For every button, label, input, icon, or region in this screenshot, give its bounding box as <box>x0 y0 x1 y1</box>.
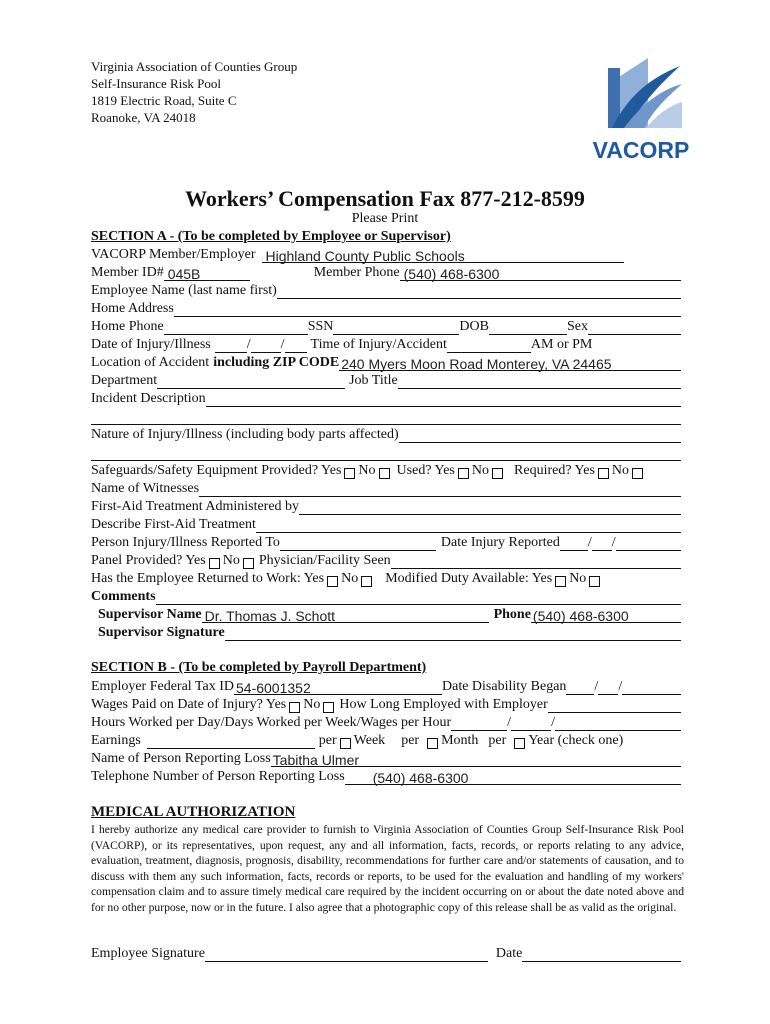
employee-signature-row <box>91 944 681 962</box>
reported-to-label: Person Injury/Illness Reported To <box>91 535 280 550</box>
reported-to-row <box>91 533 681 551</box>
reporting-name-row <box>91 749 681 767</box>
member-id-value: 045B <box>167 266 201 282</box>
home-address-label: Home Address <box>91 301 174 316</box>
ssn-field[interactable] <box>333 320 459 335</box>
hours-worked-label: Hours Worked per Day/Days Worked per Week/Wages per Hour <box>91 715 452 730</box>
date-of-injury-row <box>91 335 681 353</box>
disability-year-field[interactable] <box>622 680 681 695</box>
reported-year-field[interactable] <box>616 536 681 551</box>
department-field[interactable] <box>157 374 345 389</box>
member-id-field[interactable] <box>164 266 250 281</box>
incident-description-field-2[interactable] <box>91 410 681 425</box>
first-aid-desc-field[interactable] <box>256 518 681 533</box>
modified-duty-label: Modified Duty Available: Yes <box>385 571 553 586</box>
no-label: No <box>358 463 376 478</box>
sex-label: Sex <box>566 319 588 334</box>
date-separator: / <box>280 337 285 352</box>
wages-row <box>91 695 681 713</box>
month-label: Month <box>441 733 479 748</box>
required-yes-checkbox[interactable] <box>598 468 609 479</box>
witnesses-row <box>91 479 681 497</box>
employee-signature-label: Employee Signature <box>91 946 205 961</box>
witnesses-field[interactable] <box>199 482 681 497</box>
incident-description-field[interactable] <box>206 392 681 407</box>
hours-row <box>91 713 681 731</box>
time-of-injury-label: Time of Injury/Accident <box>310 337 447 352</box>
member-phone-field[interactable] <box>400 266 681 281</box>
how-long-employed-label: How Long Employed with Employer <box>339 697 548 712</box>
wages-no-checkbox[interactable] <box>323 702 334 713</box>
tax-id-row <box>91 677 681 695</box>
reporting-phone-value: (540) 468-6300 <box>372 770 469 786</box>
dob-label: DOB <box>459 319 489 334</box>
safeguards-label: Safeguards/Safety Equipment Provided? Yes <box>91 463 342 478</box>
department-row <box>91 371 681 389</box>
supervisor-name-field[interactable] <box>202 608 489 623</box>
earnings-row <box>91 731 681 749</box>
comments-field[interactable] <box>156 590 681 605</box>
member-employer-label: VACORP Member/Employer <box>91 247 256 262</box>
time-of-injury-field[interactable] <box>447 338 531 353</box>
employee-name-row <box>91 281 681 299</box>
per-month-checkbox[interactable] <box>427 738 438 749</box>
am-pm-label: AM or PM <box>530 337 593 352</box>
date-separator: / <box>551 715 555 730</box>
logo-emblem-icon <box>592 56 690 166</box>
vacorp-logo <box>592 56 690 166</box>
comments-label: Comments <box>91 589 156 604</box>
reported-month-field[interactable] <box>560 536 588 551</box>
safeguards-row <box>91 461 681 479</box>
location-field[interactable] <box>339 356 681 371</box>
used-no-checkbox[interactable] <box>492 468 503 479</box>
date-reported-label: Date Injury Reported <box>440 535 560 550</box>
used-yes-checkbox[interactable] <box>458 468 469 479</box>
first-aid-admin-label: First-Aid Treatment Administered by <box>91 499 300 514</box>
employee-signature-field[interactable] <box>205 947 488 962</box>
sender-address <box>91 58 297 126</box>
returned-yes-checkbox[interactable] <box>327 576 338 587</box>
supervisor-phone-value: (540) 468-6300 <box>532 608 629 624</box>
per-label: per <box>401 733 420 748</box>
location-label: Location of Accident <box>91 355 210 370</box>
first-aid-admin-field[interactable] <box>299 500 681 515</box>
modified-yes-checkbox[interactable] <box>555 576 566 587</box>
reported-day-field[interactable] <box>592 536 612 551</box>
per-label: per <box>488 733 507 748</box>
hours-per-day-field[interactable] <box>451 716 507 731</box>
no-label: No <box>222 553 240 568</box>
supervisor-phone-field[interactable] <box>531 608 681 623</box>
no-label: No <box>569 571 587 586</box>
modified-no-checkbox[interactable] <box>589 576 600 587</box>
safeguards-no-checkbox[interactable] <box>379 468 390 479</box>
location-row <box>91 353 681 371</box>
nature-of-injury-label: Nature of Injury/Illness (including body parts affected) <box>91 427 399 442</box>
first-aid-desc-label: Describe First-Aid Treatment <box>91 517 256 532</box>
panel-row <box>91 551 681 569</box>
employee-name-field[interactable] <box>277 284 681 299</box>
location-value: 240 Myers Moon Road Monterey, VA 24465 <box>341 356 612 372</box>
section-a-heading-row <box>91 227 681 245</box>
injury-month-field[interactable] <box>215 338 247 353</box>
signature-date-field[interactable] <box>522 947 681 962</box>
ssn-label: SSN <box>307 319 334 334</box>
disability-day-field[interactable] <box>598 680 618 695</box>
safeguards-yes-checkbox[interactable] <box>344 468 355 479</box>
home-address-field[interactable] <box>174 302 681 317</box>
week-label: Week <box>353 733 386 748</box>
signature-date-label: Date <box>495 946 523 961</box>
returned-no-checkbox[interactable] <box>361 576 372 587</box>
logo-wordmark: VACORP <box>592 137 690 163</box>
panel-no-checkbox[interactable] <box>243 558 254 569</box>
address-line: 1819 Electric Road, Suite C <box>91 93 237 108</box>
supervisor-name-row <box>98 605 681 623</box>
sex-field[interactable] <box>588 320 681 335</box>
nature-row-2 <box>91 443 681 461</box>
physician-field[interactable] <box>391 554 681 569</box>
home-phone-field[interactable] <box>164 320 308 335</box>
reporting-phone-field[interactable] <box>345 770 681 785</box>
medical-authorization-text: I hereby authorize any medical care provider to furnish to Virginia Association of Counties Group Self-Insurance Risk Pool (VACORP), or its representatives, upon request, any and all information, facts, records, or reports relating to any advice, evaluation, treatment, diagnosis, prognosis, disability, recommendations for further care and/or statements of causation, and to discuss with them any such information, facts, records or reports, to be used for the evaluation and handling of my workers' compensation claim and to assure timely medical care required by the incident occurring on or about the date noted above and for no other purpose, now or in the future. I also agree that a photographic copy of this release shall be as valid as the original. <box>91 823 684 914</box>
per-label: per <box>318 733 337 748</box>
home-phone-label: Home Phone <box>91 319 164 334</box>
member-employer-value: Highland County Public Schools <box>265 248 465 264</box>
injury-year-field[interactable] <box>285 338 307 353</box>
date-separator: / <box>618 679 623 694</box>
member-employer-field[interactable] <box>262 248 624 263</box>
reporting-phone-row <box>91 767 681 785</box>
date-separator: / <box>246 337 251 352</box>
disability-began-label: Date Disability Began <box>442 679 567 694</box>
comments-row <box>91 587 681 605</box>
panel-yes-checkbox[interactable] <box>209 558 220 569</box>
member-employer-row <box>91 245 681 263</box>
nature-of-injury-field[interactable] <box>399 428 681 443</box>
form-title: Workers’ Compensation Fax 877-212-8599 <box>185 186 585 211</box>
earnings-field[interactable] <box>147 734 315 749</box>
required-no-checkbox[interactable] <box>632 468 643 479</box>
member-phone-value: (540) 468-6300 <box>403 266 500 282</box>
please-print-note: Please Print <box>351 211 419 226</box>
wages-yes-checkbox[interactable] <box>289 702 300 713</box>
days-per-week-field[interactable] <box>511 716 551 731</box>
address-line: Roanoke, VA 24018 <box>91 110 196 125</box>
how-long-employed-field[interactable] <box>548 698 681 713</box>
incident-row-2 <box>91 407 681 425</box>
per-week-checkbox[interactable] <box>340 738 351 749</box>
department-label: Department <box>91 373 158 388</box>
no-label: No <box>341 571 359 586</box>
tax-id-value: 54-6001352 <box>236 680 311 696</box>
job-title-field[interactable] <box>398 374 681 389</box>
medical-heading-row <box>91 803 681 821</box>
address-line: Virginia Association of Counties Group <box>91 59 298 74</box>
date-of-injury-label: Date of Injury/Illness <box>91 337 211 352</box>
section-a-heading: SECTION A - (To be completed by Employee or Supervisor) <box>91 229 451 244</box>
location-zip-label: including ZIP CODE <box>213 355 340 370</box>
home-address-row <box>91 299 681 317</box>
earnings-label: Earnings <box>91 733 141 748</box>
tax-id-label: Employer Federal Tax ID <box>91 679 234 694</box>
incident-row <box>91 389 681 407</box>
injury-day-field[interactable] <box>251 338 281 353</box>
home-phone-row <box>91 317 681 335</box>
date-separator: / <box>587 535 592 550</box>
member-phone-label: Member Phone <box>313 265 400 280</box>
witnesses-label: Name of Witnesses <box>91 481 200 496</box>
returned-row <box>91 569 681 587</box>
member-id-row <box>91 263 681 281</box>
disability-month-field[interactable] <box>566 680 594 695</box>
address-line: Self-Insurance Risk Pool <box>91 76 221 91</box>
year-label: Year (check one) <box>528 733 624 748</box>
required-label: Required? Yes <box>514 463 595 478</box>
supervisor-signature-field[interactable] <box>225 626 681 641</box>
wages-per-hour-field[interactable] <box>555 716 681 731</box>
returned-to-work-label: Has the Employee Returned to Work: Yes <box>91 571 325 586</box>
no-label: No <box>611 463 630 478</box>
date-separator: / <box>611 535 616 550</box>
supervisor-name-value: Dr. Thomas J. Schott <box>204 608 336 624</box>
employee-name-label: Employee Name (last name first) <box>91 283 277 298</box>
first-aid-admin-row <box>91 497 681 515</box>
date-separator: / <box>507 715 512 730</box>
reported-to-field[interactable] <box>280 536 436 551</box>
nature-of-injury-field-2[interactable] <box>91 446 681 461</box>
dob-field[interactable] <box>489 320 567 335</box>
panel-label: Panel Provided? Yes <box>91 553 206 568</box>
reporting-name-field[interactable] <box>271 752 681 767</box>
supervisor-name-label: Supervisor Name <box>98 607 202 622</box>
section-b-heading-row <box>91 658 681 676</box>
tax-id-field[interactable] <box>234 680 442 695</box>
medical-authorization-heading: MEDICAL AUTHORIZATION <box>91 804 296 820</box>
no-label: No <box>303 697 321 712</box>
physician-label: Physician/Facility Seen <box>258 553 391 568</box>
job-title-label: Job Title <box>349 373 398 388</box>
reporting-phone-label: Telephone Number of Person Reporting Loss <box>91 769 345 784</box>
reporting-name-value: Tabitha Ulmer <box>272 752 360 768</box>
member-id-label: Member ID# <box>91 265 164 280</box>
nature-row <box>91 425 681 443</box>
no-label: No <box>471 463 490 478</box>
reporting-name-label: Name of Person Reporting Loss <box>91 751 271 766</box>
supervisor-signature-row <box>98 623 681 641</box>
supervisor-phone-label: Phone <box>493 607 531 622</box>
wages-paid-label: Wages Paid on Date of Injury? Yes <box>91 697 287 712</box>
supervisor-signature-label: Supervisor Signature <box>98 625 225 640</box>
section-b-heading: SECTION B - (To be completed by Payroll Department) <box>91 660 427 675</box>
first-aid-desc-row <box>91 515 681 533</box>
used-label: Used? Yes <box>396 463 455 478</box>
per-year-checkbox[interactable] <box>514 738 525 749</box>
incident-description-label: Incident Description <box>91 391 206 406</box>
date-separator: / <box>594 679 599 694</box>
